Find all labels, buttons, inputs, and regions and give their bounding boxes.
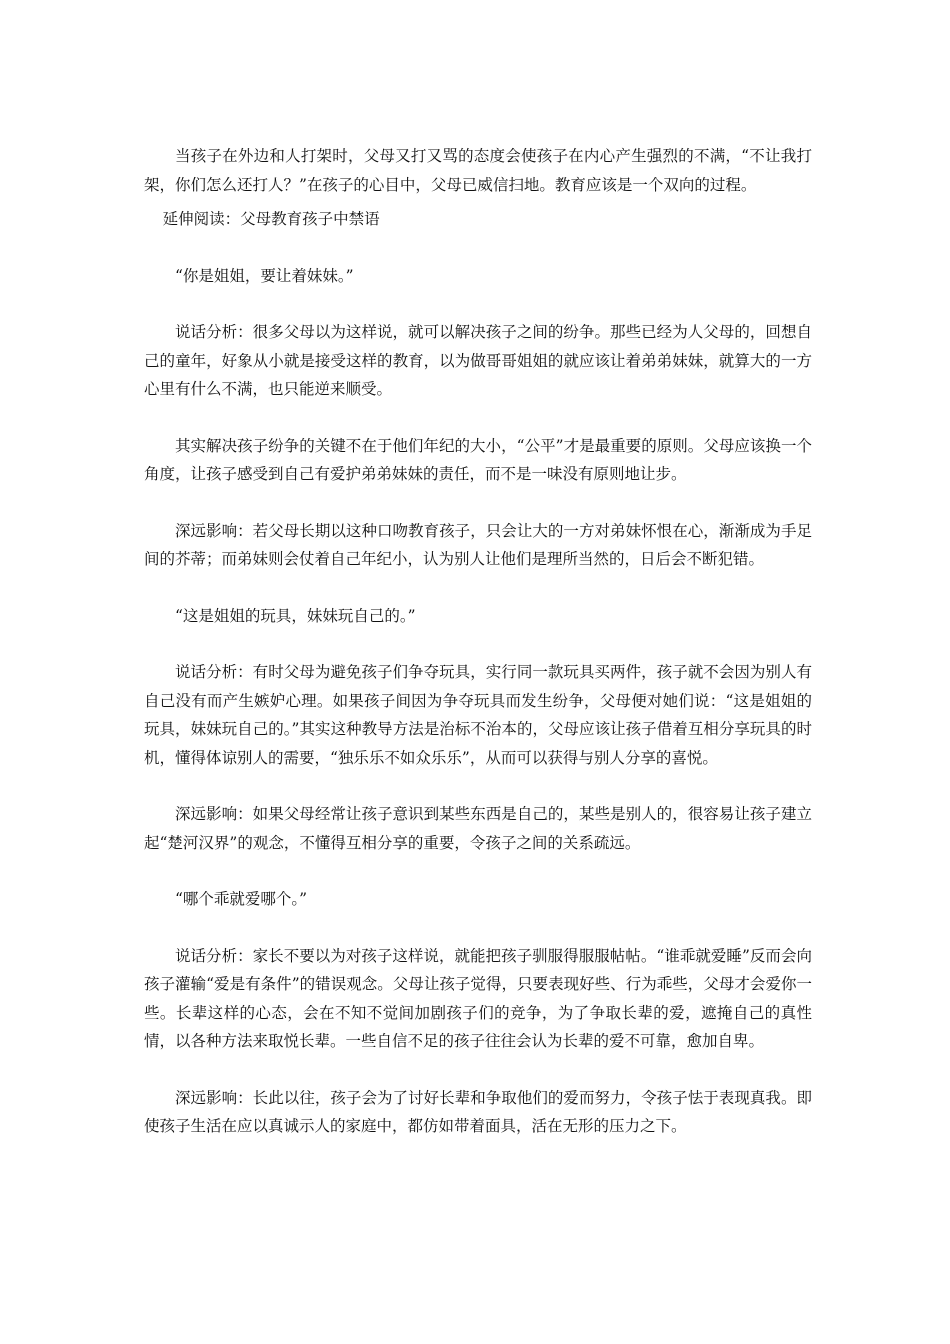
- impact-paragraph-3: 深远影响：长此以往，孩子会为了讨好长辈和争取他们的爱而努力，令孩子怯于表现真我。即使孩子生活在应以真诚示人的家庭中，都仿如带着面具，活在无形的压力之下。: [144, 1088, 812, 1135]
- extended-reading-heading: 延伸阅读：父母教育孩子中禁语: [162, 210, 380, 228]
- analysis-paragraph-3: 说话分析：家长不要以为对孩子这样说，就能把孩子驯服得服服帖帖。“谁乖就爱睡”反而会向孩子灌输“爱是有条件”的错误观念。父母让孩子觉得，只要表现好些、行为乖些，父母才会爱你一些。长辈这样的心态，会在不知不觉间加剧孩子们的竞争，为了争取长辈的爱，遮掩自己的真性情，以各种方法来取悦长辈。一些自信不足的孩子往往会认为长辈的爱不可靠，愈加自卑。: [144, 946, 812, 1050]
- quote-heading-1: “你是姐姐，要让着妹妹。”: [175, 266, 354, 285]
- quote-heading-3: “哪个乖就爱哪个。”: [175, 890, 308, 908]
- analysis-paragraph-1: 说话分析：很多父母以为这样说，就可以解决孩子之间的纷争。那些已经为人父母的，回想自己的童年，好象从小就是接受这样的教育，以为做哥哥姐姐的就应该让着弟弟妹妹，就算大的一方心里有什么不满，也只能逆来顺受。: [144, 323, 812, 398]
- impact-paragraph-2: 深远影响：如果父母经常让孩子意识到某些东西是自己的，某些是别人的，很容易让孩子建立起“楚河汉界”的观念，不懂得互相分享的重要，令孩子之间的关系疏远。: [144, 805, 812, 852]
- body-paragraph-fairness: 其实解决孩子纷争的关键不在于他们年纪的大小，“公平”才是最重要的原则。父母应该换一个角度，让孩子感受到自己有爱护弟弟妹妹的责任，而不是一味没有原则地让步。: [144, 436, 812, 483]
- quote-heading-2: “这是姐姐的玩具，妹妹玩自己的。”: [175, 606, 416, 625]
- paragraph-intro: 当孩子在外边和人打架时，父母又打又骂的态度会使孩子在内心产生强烈的不满，“不让我打架，你们怎么还打人？”在孩子的心目中，父母已威信扫地。教育应该是一个双向的过程。: [144, 147, 812, 194]
- analysis-paragraph-2: 说话分析：有时父母为避免孩子们争夺玩具，实行同一款玩具买两件，孩子就不会因为别人有自己没有而产生嫉妒心理。如果孩子间因为争夺玩具而发生纷争，父母便对她们说：“这是姐姐的玩具，妹妹玩自己的。”其实这种教导方法是治标不治本的，父母应该让孩子借着互相分享玩具的时机，懂得体谅别人的需要，“独乐乐不如众乐乐”，从而可以获得与别人分享的喜悦。: [144, 663, 812, 767]
- impact-paragraph-1: 深远影响：若父母长期以这种口吻教育孩子，只会让大的一方对弟妹怀恨在心，渐渐成为手足间的芥蒂；而弟妹则会仗着自己年纪小，认为别人让他们是理所当然的，日后会不断犯错。: [144, 521, 812, 568]
- document-body: [144, 142, 812, 1141]
